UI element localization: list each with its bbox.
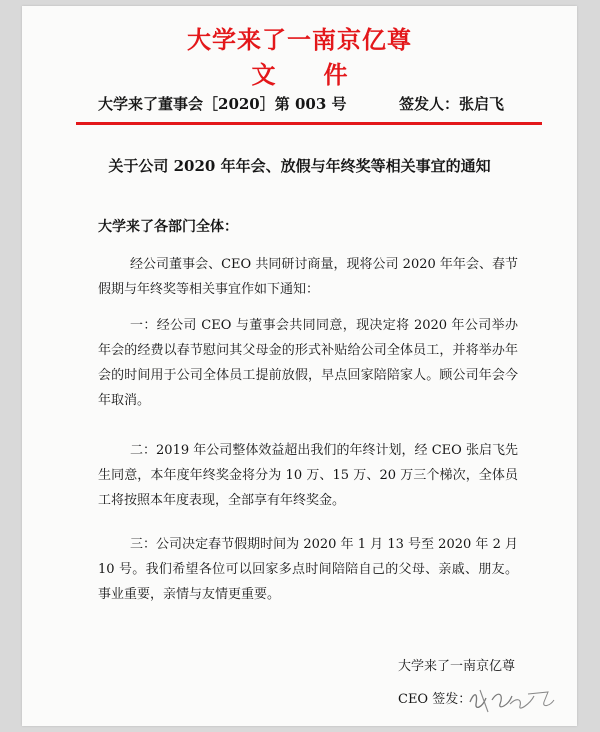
handwritten-signature — [464, 682, 560, 718]
notice-title: 关于公司 2020 年年会、放假与年终奖等相关事宜的通知 — [108, 157, 491, 175]
document-page — [22, 6, 577, 726]
issuer: 签发人：张启飞 — [399, 95, 505, 113]
document-number: 大学来了董事会［2020］第 003 号 — [98, 95, 347, 113]
paragraph-item-3: 三：公司决定春节假期时间为 2020 年 1 月 13 号至 2020 年 2 月 10 号。我们希望各位可以回家多点时间陪陪自己的父母、亲戚、朋友。事业重要，亲情与友情更重要。 — [98, 537, 518, 602]
header-divider — [76, 122, 542, 125]
signoff-organization: 大学来了一南京亿尊 — [398, 659, 516, 674]
paragraph-item-1: 一：经公司 CEO 与董事会共同同意，现决定将 2020 年公司举办年会的经费以春节慰问其父母金的形式补贴给公司全体员工，并将举办年会的时间用于公司全体员工提前放假，早点回家陪陪家人。顾公司年会今年取消。 — [98, 318, 518, 408]
signoff-ceo-label: CEO 签发： — [398, 692, 472, 707]
organization-title: 大学来了一南京亿尊 — [187, 26, 412, 54]
document-label — [22, 61, 577, 89]
document-label-char-2: 件 — [323, 61, 348, 89]
paragraph-intro: 经公司董事会、CEO 共同研讨商量，现将公司 2020 年年会、春节假期与年终奖等相关事宜作如下通知： — [98, 257, 518, 297]
paragraph-item-2: 二：2019 年公司整体效益超出我们的年终计划，经 CEO 张启飞先生同意，本年度年终奖金将分为 10 万、15 万、20 万三个梯次，全体员工将按照本年度表现，全部享有年终奖金。 — [98, 443, 518, 508]
salutation: 大学来了各部门全体： — [98, 219, 238, 235]
document-label-char-1: 文 — [251, 61, 276, 89]
